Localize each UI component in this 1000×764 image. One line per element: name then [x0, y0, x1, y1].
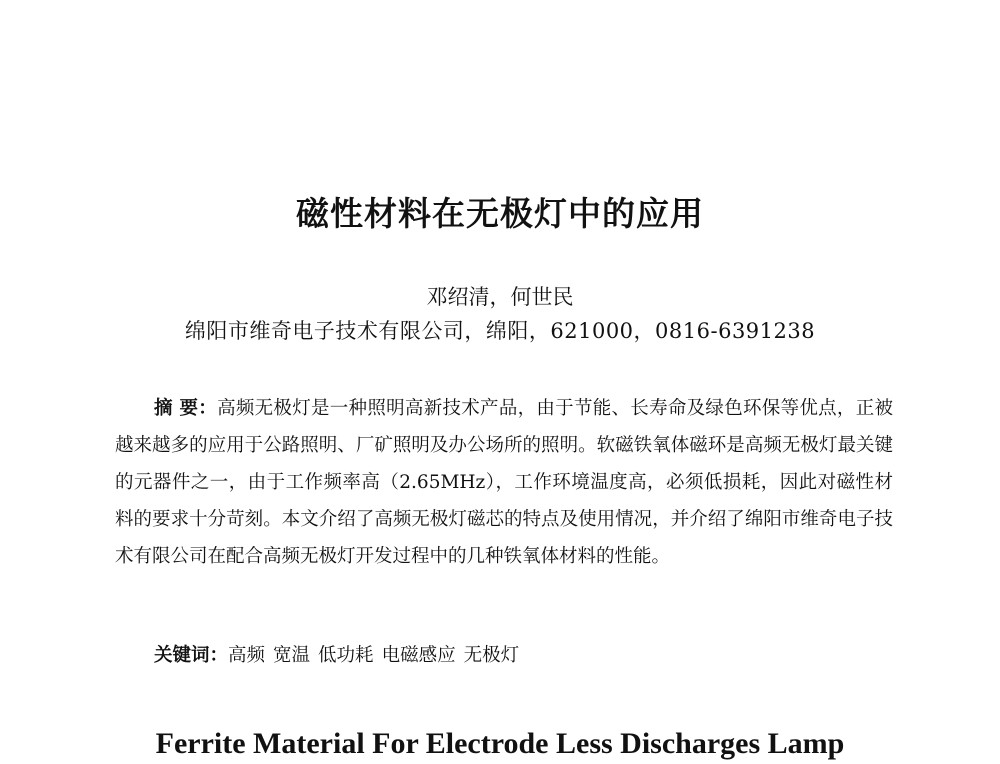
keyword-item: 低功耗: [318, 645, 374, 666]
abstract-paragraph: [115, 390, 893, 575]
abstract-text: 高频无极灯是一种照明高新技术产品，由于节能、长寿命及绿色环保等优点，正被越来越多的应用于公路照明、厂矿照明及办公场所的照明。软磁铁氧体磁环是高频无极灯最关键的元器件之一，由于工作频率高（2.65MHz），工作环境温度高，必须低损耗，因此对磁性材料的要求十分苛刻。本文介绍了高频无极灯磁芯的特点及使用情况，并介绍了绵阳市维奇电子技术有限公司在配合高频无极灯开发过程中的几种铁氧体材料的性能。: [115, 398, 893, 567]
chinese-title: 磁性材料在无极灯中的应用: [296, 194, 704, 233]
affiliation-line: 绵阳市维奇电子技术有限公司，绵阳，621000，0816-6391238: [184, 319, 816, 343]
author-list: 邓绍清，何世民: [426, 285, 574, 309]
keywords-line: [154, 641, 527, 671]
abstract-label: 摘 要：: [154, 398, 218, 419]
keyword-item: 宽温: [273, 645, 311, 666]
keyword-item: 电磁感应: [381, 645, 456, 666]
keywords-label: 关键词：: [154, 645, 229, 666]
keyword-item: 高频: [228, 645, 266, 666]
english-title: Ferrite Material For Electrode Less Discharges Lamp: [155, 727, 845, 760]
keyword-item: 无极灯: [463, 645, 520, 666]
